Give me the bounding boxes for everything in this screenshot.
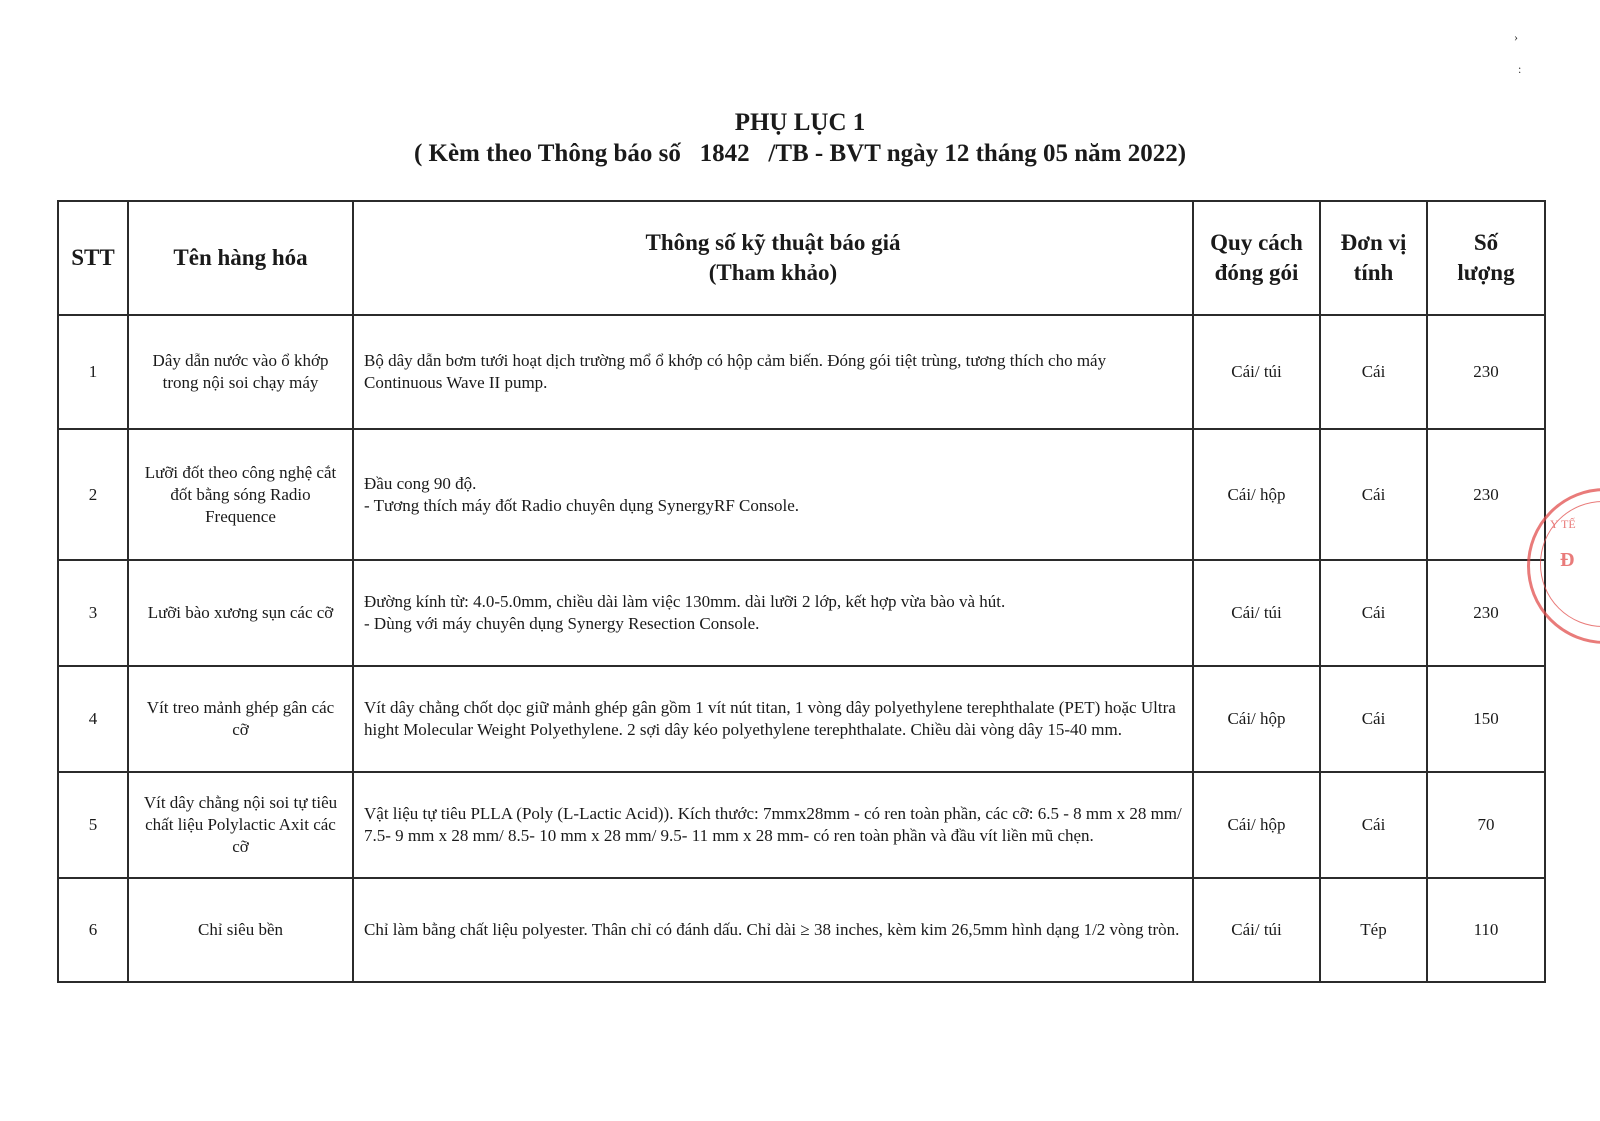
col-header-packaging: Quy cách đóng gói <box>1193 201 1320 315</box>
cell-name: Lưỡi đốt theo công nghệ cắt đốt bằng sóng Radio Frequence <box>128 429 353 560</box>
col-header-spec: Thông số kỹ thuật báo giá (Tham khảo) <box>353 201 1193 315</box>
col-header-unit: Đơn vị tính <box>1320 201 1427 315</box>
cell-name: Lưỡi bào xương sụn các cỡ <box>128 560 353 666</box>
cell-unit: Cái <box>1320 560 1427 666</box>
cell-quantity: 230 <box>1427 429 1545 560</box>
table-row <box>58 560 1545 666</box>
table-row <box>58 666 1545 772</box>
cell-quantity: 150 <box>1427 666 1545 772</box>
cell-spec: Chỉ làm bằng chất liệu polyester. Thân chỉ có đánh dấu. Chỉ dài ≥ 38 inches, kèm kim 26,5mm hình dạng 1/2 vòng tròn. <box>353 878 1193 982</box>
cell-packaging: Cái/ túi <box>1193 560 1320 666</box>
cell-quantity: 110 <box>1427 878 1545 982</box>
scan-mark: : <box>1518 62 1522 76</box>
table-header-row <box>58 201 1545 315</box>
cell-quantity: 70 <box>1427 772 1545 878</box>
cell-stt: 3 <box>58 560 128 666</box>
cell-quantity: 230 <box>1427 315 1545 429</box>
seal-text: Y TẾ <box>1550 517 1576 531</box>
cell-name: Dây dẫn nước vào ổ khớp trong nội soi chạy máy <box>128 315 353 429</box>
scan-mark: › <box>1514 30 1518 44</box>
cell-stt: 6 <box>58 878 128 982</box>
col-header-stt: STT <box>58 201 128 315</box>
table-row <box>58 772 1545 878</box>
cell-packaging: Cái/ túi <box>1193 878 1320 982</box>
cell-stt: 2 <box>58 429 128 560</box>
col-header-name: Tên hàng hóa <box>128 201 353 315</box>
cell-stt: 4 <box>58 666 128 772</box>
goods-table <box>57 200 1546 983</box>
cell-quantity: 230 <box>1427 560 1545 666</box>
cell-spec: Đường kính từ: 4.0-5.0mm, chiều dài làm việc 130mm. dài lưỡi 2 lớp, kết hợp vừa bào và hút. - Dùng với máy chuyên dụng Synergy Resection Console. <box>353 560 1193 666</box>
cell-name: Vít treo mảnh ghép gân các cỡ <box>128 666 353 772</box>
cell-spec: Vật liệu tự tiêu PLLA (Poly (L-Lactic Acid)). Kích thước: 7mmx28mm - có ren toàn phần, các cỡ: 6.5 - 8 mm x 28 mm/ 7.5- 9 mm x 28 mm/ 8.5- 10 mm x 28 mm/ 9.5- 11 mm x 28 mm- có ren toàn phần và đầu vít liền mũ chẹn. <box>353 772 1193 878</box>
cell-packaging: Cái/ hộp <box>1193 666 1320 772</box>
document-header <box>0 108 1600 170</box>
cell-packaging: Cái/ hộp <box>1193 429 1320 560</box>
cell-spec: Đầu cong 90 độ. - Tương thích máy đốt Radio chuyên dụng SynergyRF Console. <box>353 429 1193 560</box>
cell-name: Vít dây chằng nội soi tự tiêu chất liệu Polylactic Axit các cỡ <box>128 772 353 878</box>
cell-unit: Cái <box>1320 429 1427 560</box>
page-subtitle: ( Kèm theo Thông báo số 1842 /TB - BVT ngày 12 tháng 05 năm 2022) <box>413 140 1187 167</box>
seal-text: Đ <box>1560 549 1575 571</box>
cell-stt: 1 <box>58 315 128 429</box>
cell-spec: Vít dây chằng chốt dọc giữ mảnh ghép gân gồm 1 vít nút titan, 1 vòng dây polyethylene terephthalate (PET) hoặc Ultra hight Molecular Weight Polyethylene. 2 sợi dây kéo polyethylene terephthalate. Chiều dài vòng dây 15-40 mm. <box>353 666 1193 772</box>
page-title: PHỤ LỤC 1 <box>734 109 866 136</box>
cell-unit: Cái <box>1320 666 1427 772</box>
table-row <box>58 429 1545 560</box>
table-row <box>58 878 1545 982</box>
cell-packaging: Cái/ hộp <box>1193 772 1320 878</box>
cell-unit: Tép <box>1320 878 1427 982</box>
cell-unit: Cái <box>1320 772 1427 878</box>
table-row <box>58 315 1545 429</box>
cell-packaging: Cái/ túi <box>1193 315 1320 429</box>
cell-spec: Bộ dây dẫn bơm tưới hoạt dịch trường mổ ổ khớp có hộp cảm biến. Đóng gói tiệt trùng, tương thích cho máy Continuous Wave II pump. <box>353 315 1193 429</box>
cell-stt: 5 <box>58 772 128 878</box>
cell-unit: Cái <box>1320 315 1427 429</box>
col-header-quantity: Số lượng <box>1427 201 1545 315</box>
cell-name: Chỉ siêu bền <box>128 878 353 982</box>
